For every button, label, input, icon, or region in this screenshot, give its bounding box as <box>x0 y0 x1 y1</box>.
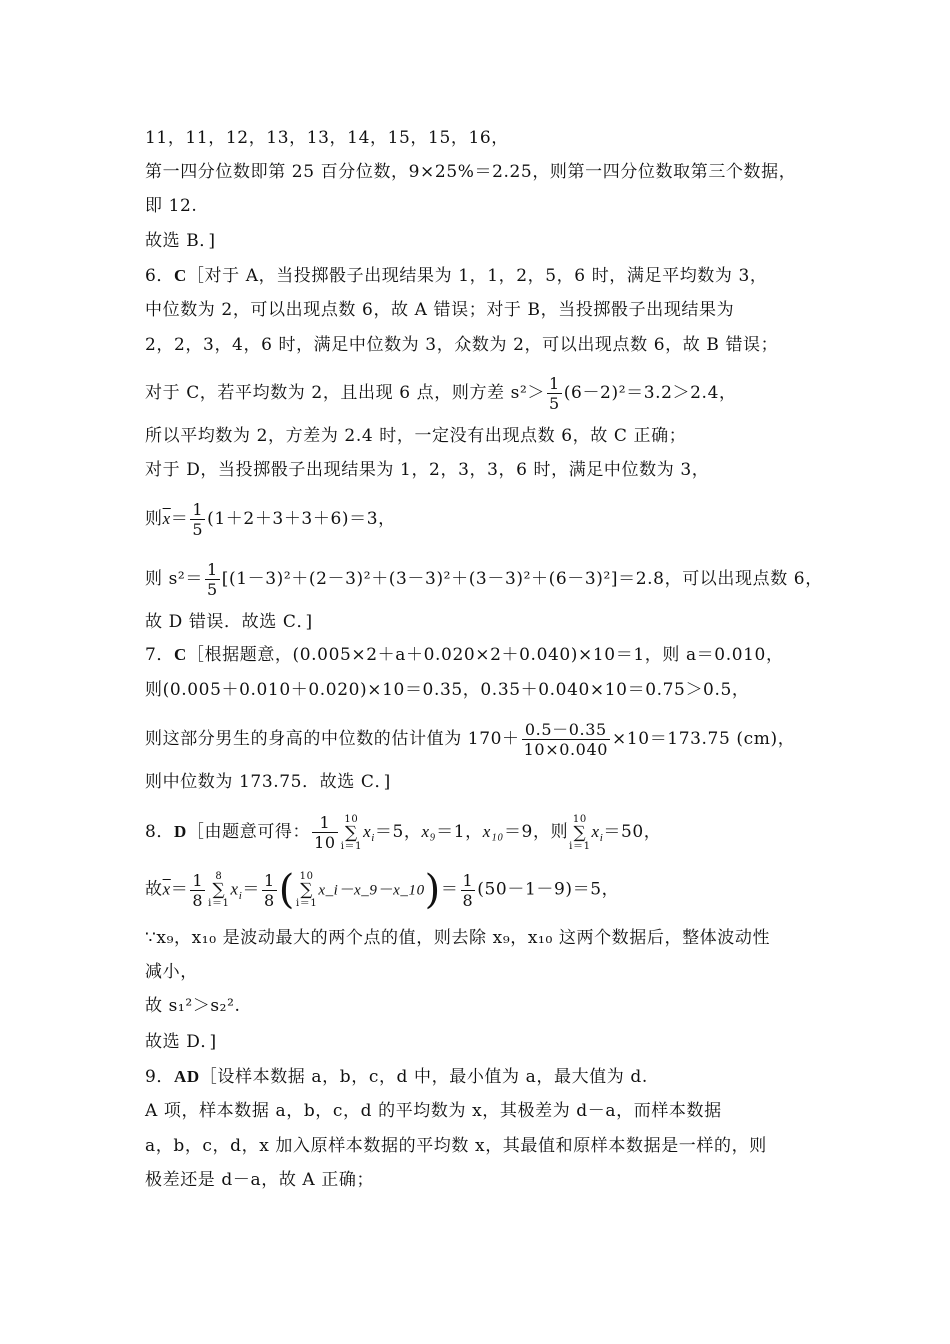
sum-operator: 10 ∑ i＝1 <box>340 813 363 852</box>
fraction: $\frac{1}{10}$ <box>314 813 336 852</box>
text-line: A 项，样本数据 a，b，c，d 的平均数为 x，其极差为 d－a，而样本数据 <box>145 1101 722 1121</box>
text-line: a，b，c，d，x 加入原样本数据的平均数 x，其最值和原样本数据是一样的，则 <box>145 1136 767 1156</box>
text-line: 即 12. <box>145 196 198 216</box>
q7-answer: C <box>174 645 187 664</box>
text-line: 故 D 错误．故选 C．] <box>145 612 313 632</box>
text-line: 所以平均数为 2，方差为 2.4 时，一定没有出现点数 6，故 C 正确； <box>145 426 687 446</box>
q7-line-1: 7．C［根据题意，(0.005×2＋a＋0.020×2＋0.040)×10＝1，则 a＝0.010， <box>145 645 784 665</box>
fraction: $\frac{1}{8}$ <box>462 870 474 910</box>
q8-line-2: 故$\overline{x}=$ $\frac{1}{8}$ 8 ∑ $i=1x_i=$ $\frac{1}{8}$ ( 10 ∑ i＝1x_i－x_9－x_10)＝ $\frac{1}{8}$ (50－1－9)＝5， <box>145 867 620 913</box>
text-line: 对于 D，当投掷骰子出现结果为 1，2，3，3，6 时，满足中位数为 3， <box>145 460 710 480</box>
q8-answer: D <box>174 822 187 841</box>
q9-answer: AD <box>174 1067 200 1086</box>
fraction: $\frac{1}{8}$ <box>263 870 275 910</box>
text-line: 11，11，12，13，13，14，15，15，16， <box>145 128 509 148</box>
q9-line-1: 9．AD［设样本数据 a，b，c，d 中，最小值为 a，最大值为 d. <box>145 1067 648 1087</box>
sum-operator: 8 ∑ i＝1 <box>208 871 230 909</box>
text-line: ∵x₉，x₁₀ 是波动最大的两个点的值，则去除 x₉，x₁₀ 这两个数据后，整体波动性 <box>145 928 771 948</box>
text-line: 2，2，3，4，6 时，满足中位数为 3，众数为 2，可以出现点数 6，故 B 错误； <box>145 335 779 355</box>
fraction: $\frac{1}{8}$ <box>192 870 204 910</box>
text-line: 故选 D．] <box>145 1032 217 1052</box>
q6-line-4: 对于 C，若平均数为 2，且出现 6 点，则方差 s²＞ $\frac{1}{5}$ (6－2)²＝3.2＞2.4， <box>145 374 737 413</box>
q9-number: 9． <box>145 1067 175 1087</box>
text-line: 则中位数为 173.75．故选 C．] <box>145 772 391 792</box>
q6-line-7: 则$\overline{x}=$ $\frac{1}{5}$ (1＋2＋3＋3＋6)＝3， <box>145 500 396 539</box>
q8-number: 8． <box>145 822 175 842</box>
sum-operator: 10 ∑ i＝1 <box>295 871 318 909</box>
fraction: $\frac{0.5-0.35}{10\times 0.040}$ <box>523 720 609 759</box>
text-line: 极差还是 d－a，故 A 正确； <box>145 1170 375 1190</box>
text-line: 故选 B．] <box>145 231 216 251</box>
mean-symbol: $\overline{x}$ <box>162 509 171 528</box>
sum-operator: 10 ∑ i＝1 <box>569 813 591 852</box>
fraction: $\frac{1}{5}$ <box>192 500 204 539</box>
text-line: 故 s₁²＞s₂². <box>145 996 241 1016</box>
text-line: 减小， <box>145 962 198 982</box>
q8-line-1: 8．D［由题意可得： $\frac{1}{10}$ 10 ∑ $i=1x_i=5$，x₉＝1，x₁₀＝9，则10 ∑ $i=1x_i=50$， <box>145 813 662 852</box>
text-line: 第一四分位数即第 25 百分位数，9×25%＝2.25，则第一四分位数取第三个数据， <box>145 162 797 182</box>
q6-line-1: 6．C［对于 A，当投掷骰子出现结果为 1，1，2，5，6 时，满足平均数为 3， <box>145 266 768 286</box>
q6-answer: C <box>174 266 187 285</box>
q7-line-3: 则这部分男生的身高的中位数的估计值为 170＋ $\frac{0.5-0.35}{10\times 0.040}$ ×10＝173.75 (cm)， <box>145 720 796 759</box>
fraction: $\frac{1}{5}$ <box>206 560 218 599</box>
fraction: $\frac{1}{5}$ <box>549 374 560 413</box>
variance-symbol: s²＞ <box>510 383 546 403</box>
text-line: 中位数为 2，可以出现点数 6，故 A 错误；对于 B，当投掷骰子出现结果为 <box>145 300 735 320</box>
q6-number: 6． <box>145 266 175 286</box>
q6-line-8: 则 s²＝ $\frac{1}{5}$ [(1－3)²＋(2－3)²＋(3－3)²＋(3－3)²＋(6－3)²]＝2.8，可以出现点数 6， <box>145 560 823 599</box>
variance-symbol: s²＝ <box>168 569 203 589</box>
q7-number: 7． <box>145 645 175 665</box>
text-line: 则(0.005＋0.010＋0.020)×10＝0.35，0.35＋0.040×10＝0.75＞0.5， <box>145 680 750 700</box>
